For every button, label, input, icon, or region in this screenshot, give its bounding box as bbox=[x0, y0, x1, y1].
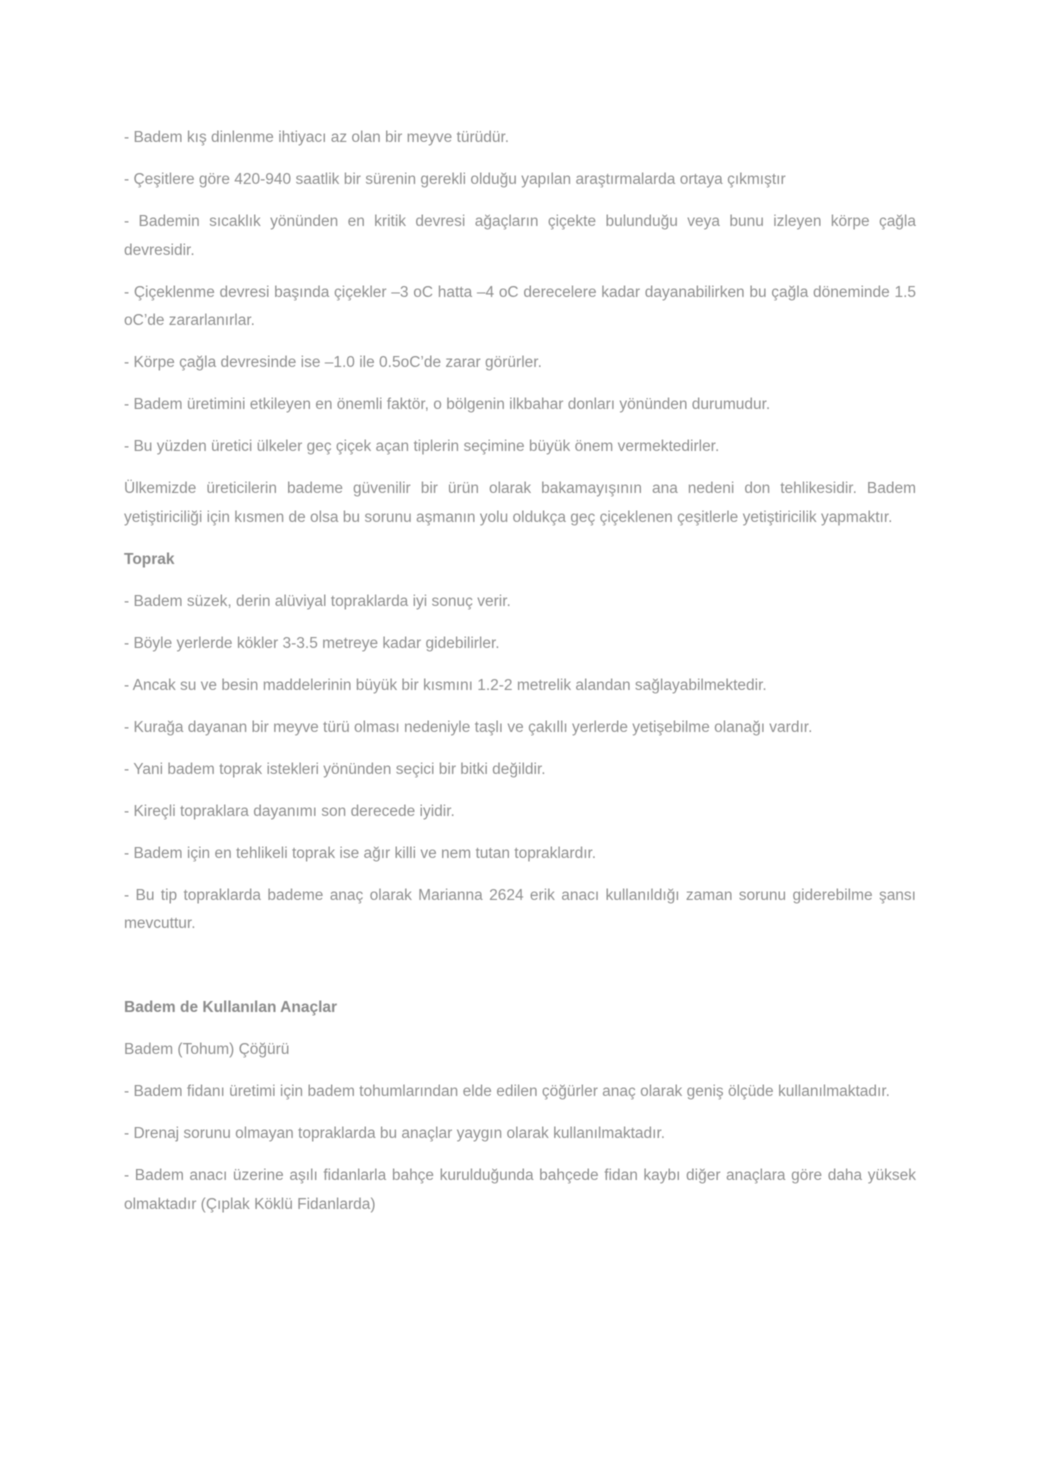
paragraph: - Badem anacı üzerine aşılı fidanlarla bahçe kurulduğunda bahçede fidan kaybı diğer anaçlara göre daha yüksek olmaktadır (Çıplak Köklü Fidanlarda) bbox=[124, 1167, 916, 1213]
paragraph: - Körpe çağla devresinde ise –1.0 ile 0.5oC’de zarar görürler. bbox=[124, 354, 542, 371]
paragraph: - Bademin sıcaklık yönünden en kritik devresi ağaçların çiçekte bulunduğu veya bunu izleyen körpe çağla devresidir. bbox=[124, 213, 916, 259]
paragraph: - Badem süzek, derin alüviyal topraklarda iyi sonuç verir. bbox=[124, 592, 511, 610]
section-heading-anaclar: Badem de Kullanılan Anaçlar bbox=[124, 999, 338, 1016]
paragraph: - Böyle yerlerde kökler 3-3.5 metreye kadar gidebilirler. bbox=[124, 634, 500, 652]
paragraph: - Çiçeklenme devresi başında çiçekler –3 oC hatta –4 oC derecelere kadar dayanabilirken bu çağla döneminde 1.5 oC’de zararlanırlar. bbox=[124, 283, 916, 329]
section-heading-toprak: Toprak bbox=[124, 550, 175, 568]
paragraph: - Kireçli topraklara dayanımı son derecede iyidir. bbox=[124, 802, 455, 820]
section-spacer bbox=[124, 952, 916, 994]
subheading-cogur: Badem (Tohum) Çöğürü bbox=[124, 1041, 290, 1058]
paragraph: - Yani badem toprak istekleri yönünden seçici bir bitki değildir. bbox=[124, 760, 546, 778]
paragraph: - Badem için en tehlikeli toprak ise ağır killi ve nem tutan topraklardır. bbox=[124, 844, 597, 862]
paragraph: - Drenaj sorunu olmayan topraklarda bu anaçlar yaygın olarak kullanılmaktadır. bbox=[124, 1125, 666, 1142]
paragraph: Ülkemizde üreticilerin bademe güvenilir bir ürün olarak bakamayışının ana nedeni don tehlikesidir. Badem yetiştiriciliği için kısmen de olsa bu sorunu aşmanın yolu oldukça geç çiçeklenen çeşitlerle yetiştiricilik yapmaktır. bbox=[124, 480, 916, 526]
paragraph: - Ancak su ve besin maddelerinin büyük bir kısmını 1.2-2 metrelik alandan sağlayabilmektedir. bbox=[124, 676, 767, 694]
paragraph: - Badem fidanı üretimi için badem tohumlarından elde edilen çöğürler anaç olarak geniş ölçüde kullanılmaktadır. bbox=[124, 1083, 890, 1100]
paragraph: - Badem üretimini etkileyen en önemli faktör, o bölgenin ilkbahar donları yönünden durumudur. bbox=[124, 396, 771, 413]
document-body bbox=[124, 124, 916, 1233]
paragraph: - Bu yüzden üretici ülkeler geç çiçek açan tiplerin seçimine büyük önem vermektedirler. bbox=[124, 438, 720, 455]
paragraph: - Kurağa dayanan bir meyve türü olması nedeniyle taşlı ve çakıllı yerlerde yetişebilme olanağı vardır. bbox=[124, 718, 813, 736]
paragraph: - Bu tip topraklarda bademe anaç olarak Marianna 2624 erik anacı kullanıldığı zaman sorunu giderebilme şansı mevcuttur. bbox=[124, 886, 916, 932]
paragraph: - Badem kış dinlenme ihtiyacı az olan bir meyve türüdür. bbox=[124, 129, 510, 146]
paragraph: - Çeşitlere göre 420-940 saatlik bir sürenin gerekli olduğu yapılan araştırmalarda ortaya çıkmıştır bbox=[124, 171, 786, 188]
